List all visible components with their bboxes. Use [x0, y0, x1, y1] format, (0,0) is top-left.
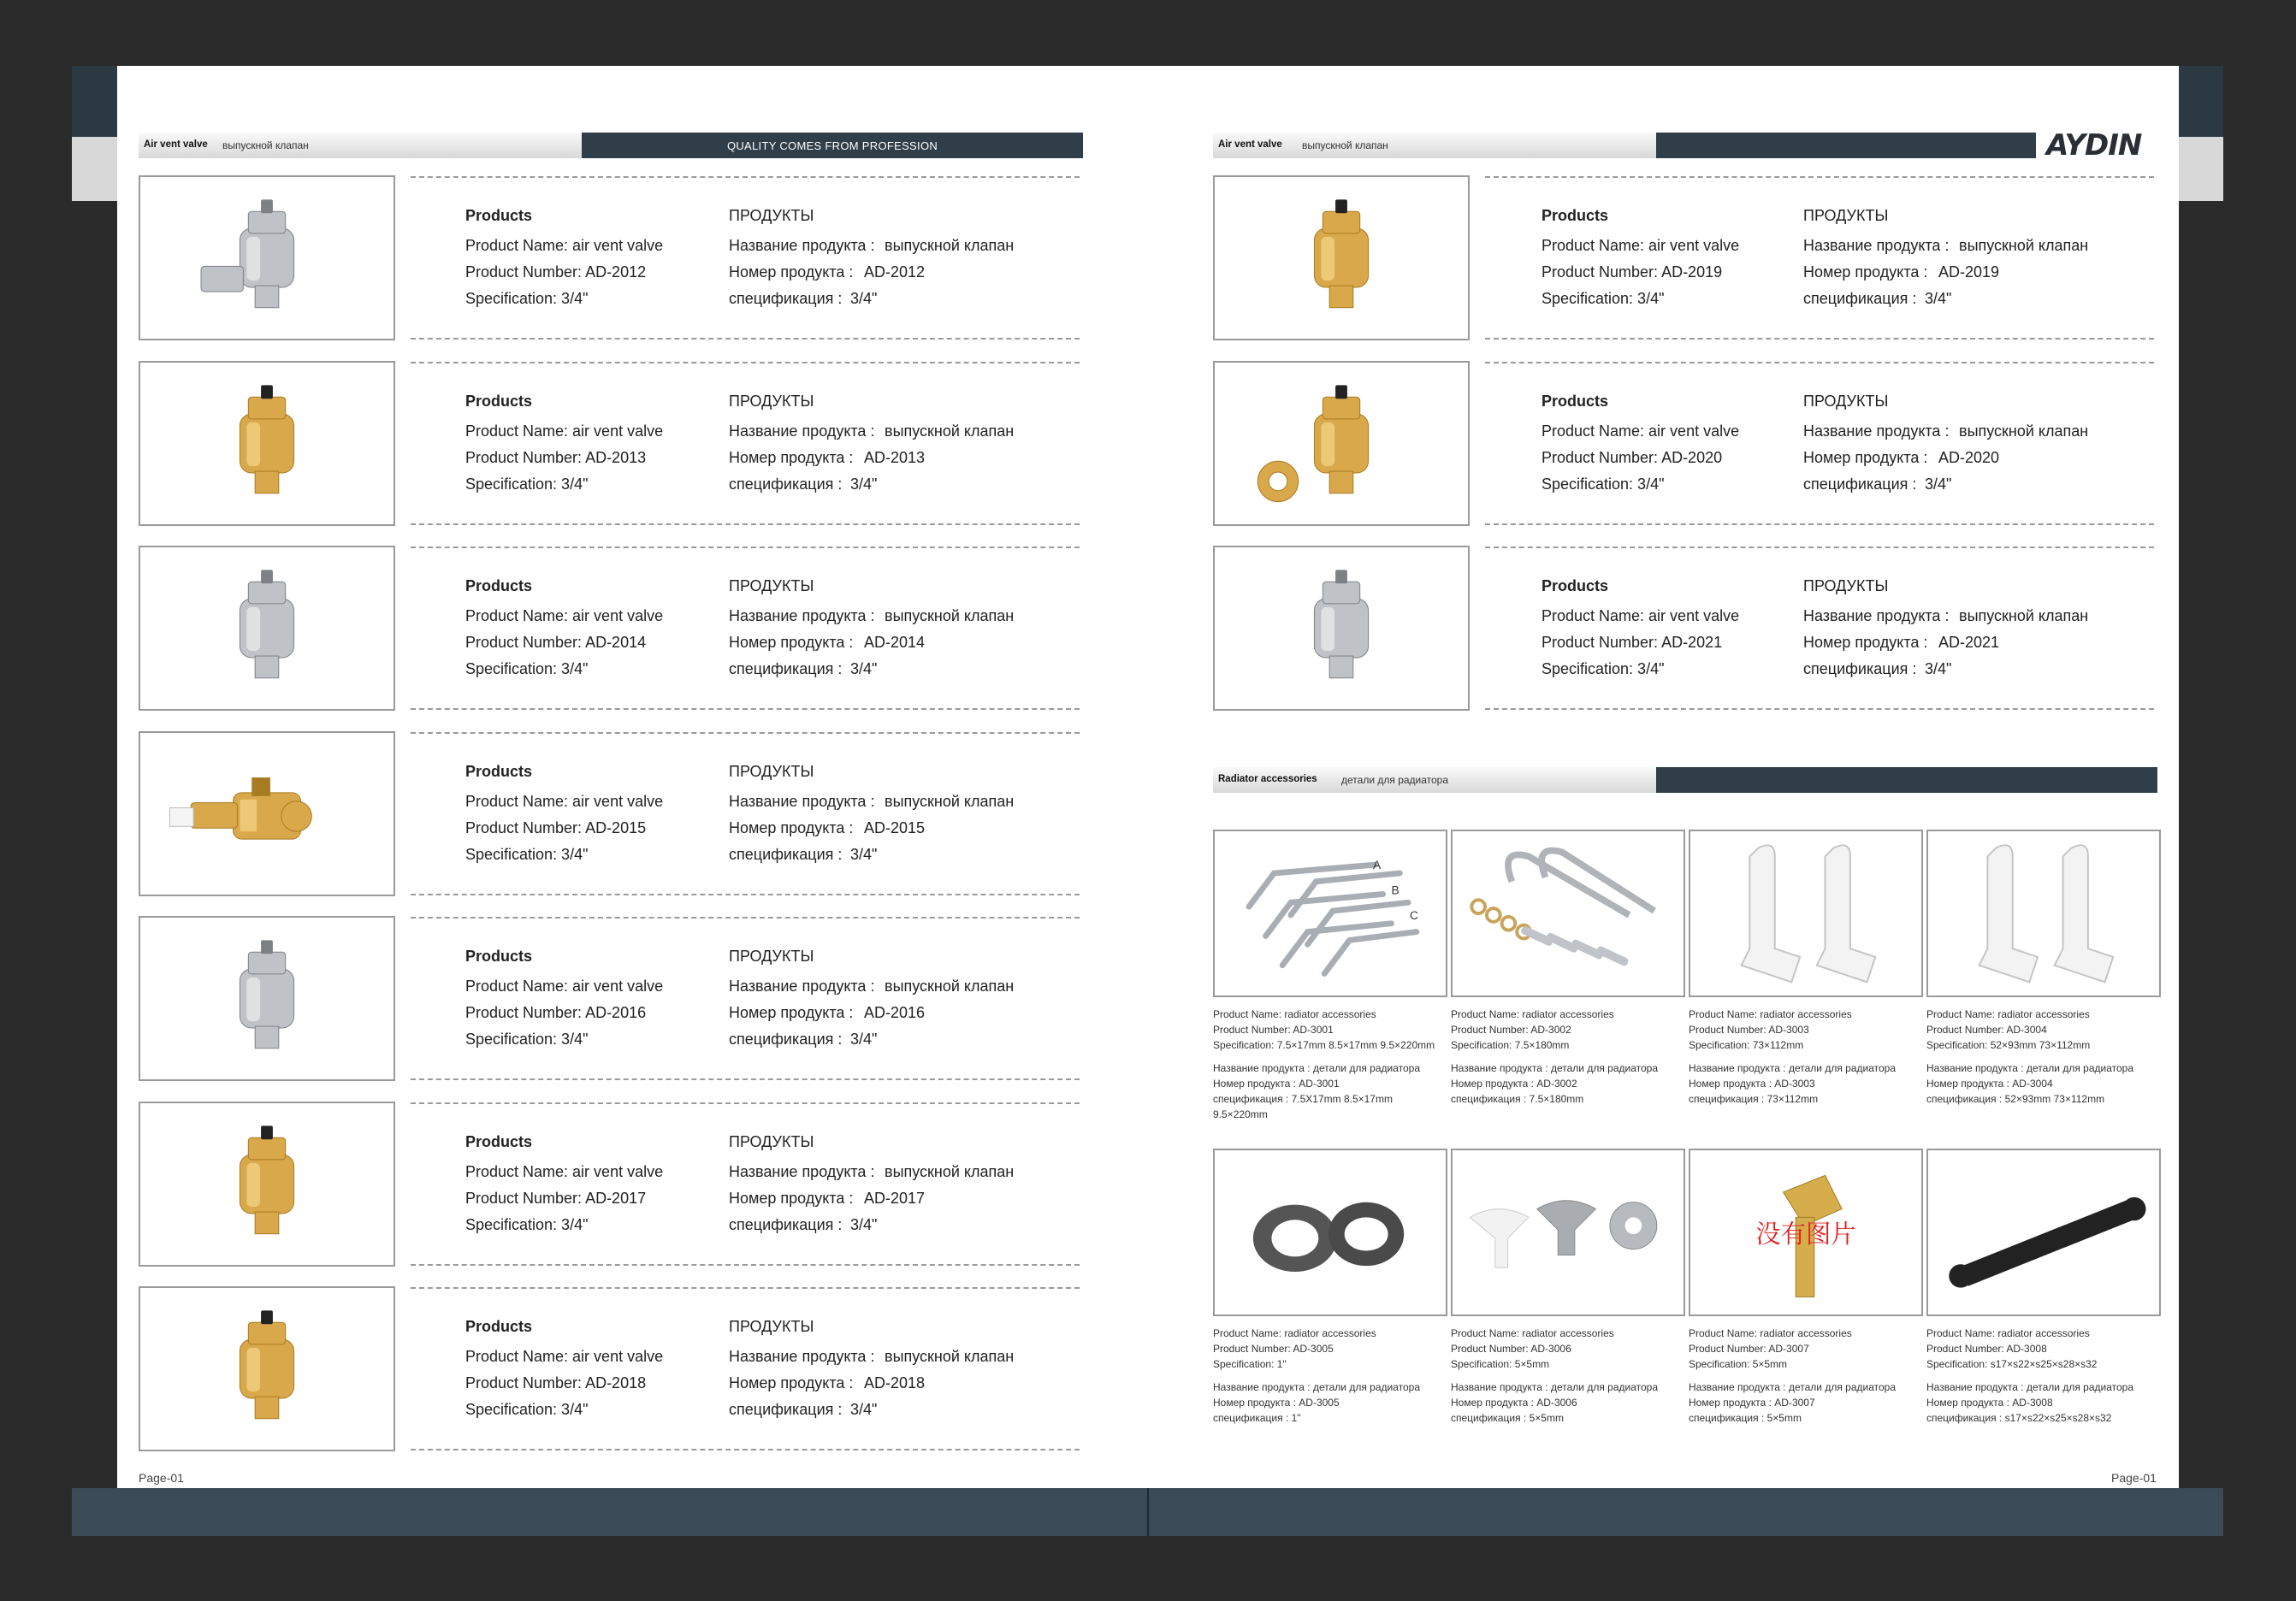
accessory-spec-ru: спецификация : 1" [1213, 1412, 1301, 1424]
product-number-ru-label: Номер продукта : [1803, 263, 1928, 281]
valve-photo [1215, 547, 1468, 709]
product-number-en: Product Number: AD-2014 [465, 634, 647, 651]
products-heading-en: Products [465, 762, 533, 780]
part-label: C [1410, 908, 1418, 922]
specification-en: Specification: 3/4" [465, 660, 589, 677]
products-heading-en: Products [465, 1318, 533, 1335]
product-number-en: Product Number: AD-2017 [465, 1189, 647, 1207]
specification-ru-label: спецификация : [729, 1401, 843, 1418]
accessory-photo [1453, 831, 1684, 995]
specification-en: Specification: 3/4" [465, 1215, 589, 1233]
page-number-left: Page-01 [139, 1471, 184, 1485]
product-image-frame [139, 546, 395, 711]
product-name-ru-value: выпускной клапан [885, 1162, 1015, 1180]
right-header-bar [1213, 133, 2036, 158]
dashed-divider [411, 1449, 1080, 1450]
product-number-ru-label: Номер продукта : [729, 1189, 854, 1207]
specification-ru-label: спецификация : [729, 1215, 843, 1233]
accessory-number-en: Product Number: AD-3008 [1926, 1343, 2047, 1355]
accessory-number-ru: Номер продукта : AD-3001 [1213, 1078, 1340, 1090]
product-image-frame [1213, 361, 1470, 526]
page-number-right: Page-01 [2111, 1471, 2157, 1485]
accessory-image-frame [1926, 830, 2161, 997]
accessory-name-en: Product Name: radiator accessories [1213, 1327, 1376, 1339]
product-number-ru-value: AD-2014 [864, 634, 926, 651]
dashed-divider [411, 894, 1080, 895]
accessory-photo [1453, 1150, 1684, 1314]
products-heading-en: Products [1542, 207, 1609, 224]
products-heading-ru: ПРОДУКТЫ [729, 948, 814, 965]
specification-ru-value: 3/4" [1925, 290, 1952, 307]
dashed-divider [411, 176, 1080, 178]
accessory-spec-ru: спецификация : 73×112mm [1689, 1093, 1819, 1105]
product-number-ru-value: AD-2018 [864, 1374, 926, 1391]
product-number-en: Product Number: AD-2021 [1542, 634, 1723, 651]
accessory-name-ru: Название продукта : детали для радиатора [1451, 1381, 1658, 1393]
accessory-photo [1690, 1150, 1921, 1314]
product-number-ru-label: Номер продукта : [729, 1004, 854, 1021]
products-heading-en: Products [1542, 392, 1609, 410]
product-name-ru-value: выпускной клапан [1959, 422, 2089, 440]
products-heading-en: Products [1542, 577, 1609, 594]
brand-logo: AYDIN [2046, 128, 2142, 162]
dashed-divider [411, 732, 1080, 734]
accessory-photo [1690, 831, 1921, 995]
dashed-divider [411, 1078, 1080, 1080]
part-label: B [1391, 883, 1399, 897]
dashed-divider [1485, 708, 2154, 710]
accessory-spec-en: Specification: 1" [1213, 1358, 1287, 1370]
product-number-en: Product Number: AD-2015 [465, 818, 647, 836]
product-name-ru-value: выпускной клапан [1959, 607, 2089, 624]
product-image-frame [139, 1286, 395, 1451]
header-title-ru: выпускной клапан [222, 139, 309, 151]
product-image-frame [1213, 546, 1470, 711]
accessory-number-ru: Номер продукта : AD-3004 [1926, 1078, 2053, 1090]
products-heading-ru: ПРОДУКТЫ [1803, 207, 1889, 224]
specification-ru-label: спецификация : [1803, 290, 1917, 307]
accessory-image-frame [1689, 1149, 1923, 1316]
product-number-ru-label: Номер продукта : [729, 818, 854, 836]
valve-photo [140, 177, 394, 339]
products-heading-ru: ПРОДУКТЫ [729, 577, 814, 594]
specification-ru-value: 3/4" [850, 1401, 878, 1418]
accessory-photo [1215, 1150, 1446, 1314]
product-name-en: Product Name: air vent valve [465, 1162, 664, 1180]
product-name-ru-value: выпускной клапан [885, 792, 1015, 810]
specification-ru-value: 3/4" [850, 1215, 878, 1233]
header-title-en: Air vent valve [144, 139, 208, 150]
accessory-name-en: Product Name: radiator accessories [1926, 1008, 2090, 1020]
accessory-spec-en: Specification: 7.5×17mm 8.5×17mm 9.5×220mm [1213, 1039, 1435, 1051]
specification-ru-label: спецификация : [729, 475, 843, 493]
product-number-ru-value: AD-2021 [1938, 634, 2000, 651]
accessory-name-ru: Название продукта : детали для радиатора [1213, 1062, 1420, 1074]
products-heading-ru: ПРОДУКТЫ [1803, 577, 1889, 594]
header-tagline: QUALITY COMES FROM PROFESSION [582, 133, 1083, 158]
accessory-spec-ru: спецификация : 52×93mm 73×112mm [1926, 1093, 2105, 1105]
accessory-number-en: Product Number: AD-3003 [1689, 1024, 1809, 1036]
right-footer-bar [1149, 1488, 2223, 1536]
product-name-en: Product Name: air vent valve [465, 607, 664, 624]
product-number-ru-label: Номер продукта : [729, 263, 854, 281]
accessory-number-ru: Номер продукта : AD-3002 [1451, 1078, 1577, 1090]
product-image-frame [139, 1102, 395, 1267]
part-label: A [1372, 859, 1382, 872]
specification-en: Specification: 3/4" [465, 290, 589, 307]
specification-ru-value: 3/4" [1925, 475, 1952, 493]
accessory-name-en: Product Name: radiator accessories [1689, 1008, 1852, 1020]
accessory-image-frame [1451, 830, 1685, 997]
products-heading-en: Products [465, 392, 533, 410]
product-name-ru-label: Название продукта : [729, 1162, 875, 1180]
product-name-ru-value: выпускной клапан [1959, 237, 2089, 254]
specification-ru-label: спецификация : [729, 660, 843, 677]
specification-en: Specification: 3/4" [465, 1401, 589, 1418]
product-name-ru-label: Название продукта : [1803, 237, 1950, 254]
product-name-ru-label: Название продукта : [729, 1348, 875, 1365]
accessory-number-ru: Номер продукта : AD-3005 [1213, 1397, 1340, 1409]
specification-ru-value: 3/4" [850, 475, 878, 493]
accessory-name-en: Product Name: radiator accessories [1451, 1327, 1614, 1339]
accessory-number-en: Product Number: AD-3001 [1213, 1024, 1334, 1036]
product-name-ru-label: Название продукта : [729, 978, 875, 995]
dashed-divider [1485, 176, 2154, 178]
accessory-name-en: Product Name: radiator accessories [1451, 1008, 1614, 1020]
product-name-en: Product Name: air vent valve [465, 422, 664, 440]
dashed-divider [411, 917, 1080, 919]
accessory-number-ru: Номер продукта : AD-3006 [1451, 1397, 1577, 1409]
specification-ru-value: 3/4" [850, 290, 878, 307]
specification-en: Specification: 3/4" [465, 1031, 589, 1048]
specification-ru-label: спецификация : [1803, 660, 1917, 677]
accessory-number-ru: Номер продукта : AD-3008 [1926, 1397, 2053, 1409]
header-dark-strip [1656, 767, 2157, 793]
accessory-spec-ru: спецификация : 5×5mm [1451, 1412, 1564, 1424]
product-name-ru-value: выпускной клапан [885, 978, 1015, 995]
header-title-ru: выпускной клапан [1302, 139, 1388, 151]
accessory-name-ru: Название продукта : детали для радиатора [1689, 1062, 1896, 1074]
dashed-divider [411, 708, 1080, 710]
products-heading-en: Products [465, 948, 533, 965]
products-heading-ru: ПРОДУКТЫ [1803, 392, 1889, 410]
specification-en: Specification: 3/4" [465, 475, 589, 493]
product-name-ru-label: Название продукта : [729, 237, 875, 254]
accessory-spec-en: Specification: 5×5mm [1689, 1358, 1788, 1370]
spine [1147, 1488, 1149, 1536]
accessory-number-ru: Номер продукта : AD-3007 [1689, 1397, 1815, 1409]
product-name-ru-label: Название продукта : [729, 607, 875, 624]
product-image-frame [139, 361, 395, 526]
product-number-ru-value: AD-2019 [1938, 263, 2000, 281]
specification-ru-value: 3/4" [1925, 660, 1952, 677]
product-number-en: Product Number: AD-2016 [465, 1004, 647, 1021]
product-name-en: Product Name: air vent valve [465, 237, 664, 254]
accessory-image-frame [1451, 1149, 1685, 1316]
accessory-name-ru: Название продукта : детали для радиатора [1451, 1062, 1658, 1074]
accessory-number-ru: Номер продукта : AD-3003 [1689, 1078, 1815, 1090]
product-number-ru-label: Номер продукта : [729, 1374, 854, 1391]
dashed-divider [1485, 523, 2154, 525]
section-title-ru: детали для радиатора [1341, 774, 1449, 786]
accessory-spec-ru-cont: 9.5×220mm [1213, 1108, 1268, 1120]
specification-ru-value: 3/4" [850, 845, 878, 863]
product-number-ru-value: AD-2017 [864, 1189, 926, 1207]
dashed-divider [411, 546, 1080, 548]
valve-photo [140, 1288, 394, 1450]
accessory-number-en: Product Number: AD-3006 [1451, 1343, 1571, 1355]
product-number-en: Product Number: AD-2013 [465, 448, 647, 466]
product-name-ru-value: выпускной клапан [885, 607, 1015, 624]
product-name-en: Product Name: air vent valve [465, 792, 664, 810]
product-number-ru-value: AD-2020 [1938, 448, 2000, 466]
accessory-name-en: Product Name: radiator accessories [1926, 1327, 2090, 1339]
accessory-spec-en: Specification: 52×93mm 73×112mm [1926, 1039, 2091, 1051]
product-image-frame [139, 916, 395, 1081]
accessory-spec-ru: спецификация : s17×s22×s25×s28×s32 [1926, 1412, 2112, 1424]
accessory-spec-en: Specification: 73×112mm [1689, 1039, 1804, 1051]
right-page-tab-light [2179, 137, 2223, 201]
dashed-divider [1485, 362, 2154, 363]
product-image-frame [1213, 175, 1470, 340]
products-heading-ru: ПРОДУКТЫ [729, 207, 814, 224]
accessories-header-bar [1213, 767, 2157, 793]
dashed-divider [411, 1264, 1080, 1266]
valve-photo [140, 547, 394, 709]
product-number-en: Product Number: AD-2012 [465, 263, 647, 281]
product-name-ru-value: выпускной клапан [885, 1348, 1015, 1365]
product-name-en: Product Name: air vent valve [1542, 422, 1740, 440]
products-heading-en: Products [465, 577, 533, 594]
specification-en: Specification: 3/4" [1542, 475, 1665, 493]
product-number-ru-label: Номер продукта : [1803, 634, 1928, 651]
accessory-spec-ru: спецификация : 7.5X17mm 8.5×17mm [1213, 1093, 1393, 1105]
product-number-ru-label: Номер продукта : [729, 448, 854, 466]
valve-photo [140, 1103, 394, 1265]
product-name-ru-label: Название продукта : [729, 792, 875, 810]
specification-ru-value: 3/4" [850, 660, 878, 677]
product-name-ru-value: выпускной клапан [885, 237, 1015, 254]
product-number-en: Product Number: AD-2019 [1542, 263, 1723, 281]
specification-ru-value: 3/4" [850, 1031, 878, 1048]
section-title-en: Radiator accessories [1218, 774, 1317, 784]
product-number-ru-value: AD-2015 [864, 818, 926, 836]
valve-photo [140, 363, 394, 524]
accessory-name-ru: Название продукта : детали для радиатора [1213, 1381, 1420, 1393]
valve-photo [1215, 177, 1468, 339]
accessory-image-frame [1926, 1149, 2161, 1316]
product-name-ru-label: Название продукта : [1803, 422, 1950, 440]
accessory-name-en: Product Name: radiator accessories [1689, 1327, 1852, 1339]
product-name-ru-label: Название продукта : [1803, 607, 1950, 624]
products-heading-en: Products [465, 1132, 533, 1150]
accessory-photo [1928, 831, 2159, 995]
dashed-divider [411, 1287, 1080, 1289]
accessory-name-ru: Название продукта : детали для радиатора [1689, 1381, 1896, 1393]
products-heading-en: Products [465, 207, 533, 224]
specification-ru-label: спецификация : [729, 845, 843, 863]
accessory-image-frame [1213, 1149, 1447, 1316]
product-number-ru-value: AD-2016 [864, 1004, 926, 1021]
dashed-divider [411, 362, 1080, 363]
overlay-caption: 没有图片 [1755, 1219, 1856, 1249]
accessory-number-en: Product Number: AD-3002 [1451, 1024, 1571, 1036]
accessory-number-en: Product Number: AD-3004 [1926, 1024, 2047, 1036]
product-number-en: Product Number: AD-2018 [465, 1374, 647, 1391]
accessory-number-en: Product Number: AD-3005 [1213, 1343, 1334, 1355]
valve-photo [140, 733, 394, 895]
product-number-ru-value: AD-2013 [864, 448, 926, 466]
dashed-divider [1485, 338, 2154, 340]
dashed-divider [1485, 546, 2154, 548]
left-page-tab-light [72, 137, 117, 201]
accessory-name-ru: Название продукта : детали для радиатора [1926, 1381, 2133, 1393]
accessory-number-en: Product Number: AD-3007 [1689, 1343, 1809, 1355]
products-heading-ru: ПРОДУКТЫ [729, 392, 814, 410]
accessory-spec-ru: спецификация : 7.5×180mm [1451, 1093, 1584, 1105]
specification-ru-label: спецификация : [729, 290, 843, 307]
valve-photo [1215, 363, 1468, 524]
products-heading-ru: ПРОДУКТЫ [729, 1318, 814, 1335]
accessory-image-frame [1689, 830, 1923, 997]
product-number-ru-value: AD-2012 [864, 263, 926, 281]
product-name-en: Product Name: air vent valve [465, 1348, 664, 1365]
valve-photo [140, 918, 394, 1079]
accessory-spec-en: Specification: 7.5×180mm [1451, 1039, 1570, 1051]
left-header-bar [139, 133, 1083, 158]
accessory-photo [1928, 1150, 2159, 1314]
accessory-photo [1215, 831, 1446, 995]
dashed-divider [411, 1102, 1080, 1104]
dashed-divider [411, 338, 1080, 340]
product-image-frame [139, 731, 395, 896]
product-number-en: Product Number: AD-2020 [1542, 448, 1723, 466]
header-title-en: Air vent valve [1218, 139, 1282, 150]
specification-en: Specification: 3/4" [465, 845, 589, 863]
products-heading-ru: ПРОДУКТЫ [729, 1132, 814, 1150]
product-name-en: Product Name: air vent valve [1542, 237, 1740, 254]
dashed-divider [411, 523, 1080, 525]
accessory-spec-en: Specification: s17×s22×s25×s28×s32 [1926, 1358, 2098, 1370]
accessory-spec-en: Specification: 5×5mm [1451, 1358, 1550, 1370]
product-image-frame [139, 175, 395, 340]
header-dark-strip [1656, 133, 2036, 158]
specification-ru-label: спецификация : [1803, 475, 1917, 493]
accessory-spec-ru: спецификация : 5×5mm [1689, 1412, 1802, 1424]
accessory-name-en: Product Name: radiator accessories [1213, 1008, 1376, 1020]
accessory-image-frame [1213, 830, 1447, 997]
product-name-en: Product Name: air vent valve [465, 978, 664, 995]
products-heading-ru: ПРОДУКТЫ [729, 762, 814, 780]
product-number-ru-label: Номер продукта : [729, 634, 854, 651]
product-name-ru-value: выпускной клапан [885, 422, 1015, 440]
accessory-name-ru: Название продукта : детали для радиатора [1926, 1062, 2133, 1074]
specification-ru-label: спецификация : [729, 1031, 843, 1048]
product-name-ru-label: Название продукта : [729, 422, 875, 440]
specification-en: Specification: 3/4" [1542, 290, 1665, 307]
product-number-ru-label: Номер продукта : [1803, 448, 1928, 466]
specification-en: Specification: 3/4" [1542, 660, 1665, 677]
left-footer-bar [72, 1488, 1147, 1536]
product-name-en: Product Name: air vent valve [1542, 607, 1740, 624]
